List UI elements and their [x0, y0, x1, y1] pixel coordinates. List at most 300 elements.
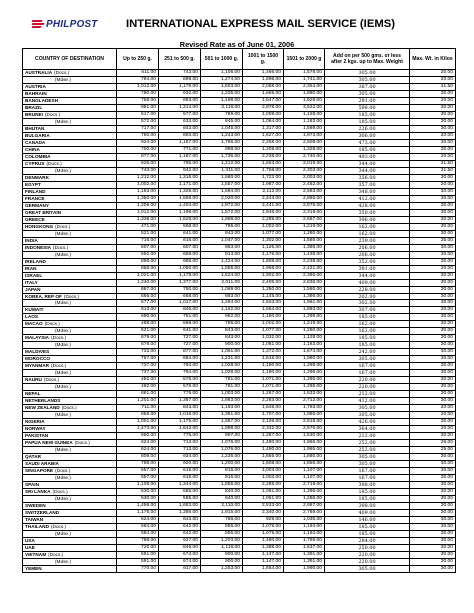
rate-251-500-cell: 934.00 — [159, 454, 201, 461]
country-cell — [23, 475, 117, 482]
rate-501-1000-cell: 997.00 — [201, 433, 243, 440]
max-weight-cell: 31.50 — [410, 160, 456, 167]
rate-501-1000-cell: 1,888.00 — [201, 216, 243, 223]
rate-1501-2000-cell: 1,928.00 — [284, 97, 325, 104]
rate-up-to-250-cell: 611.00 — [117, 70, 159, 77]
page-title: INTERNATIONAL EXPRESS MAIL SERVICE (IEMS) — [126, 18, 396, 30]
rate-1501-2000-cell: 2,865.00 — [284, 195, 325, 202]
rate-up-to-250-cell: 858.00 — [117, 265, 159, 272]
country-name: INDONESIA — [25, 244, 52, 250]
add-on-rate-cell: 398.00 — [325, 482, 410, 489]
rate-1501-2000-cell: 2,003.00 — [284, 174, 325, 181]
add-on-rate-cell: 473.00 — [325, 139, 410, 146]
max-weight-cell: 30.00 — [410, 314, 456, 321]
country-cell — [23, 530, 117, 537]
rate-501-1000-cell: 1,061.00 — [201, 349, 243, 356]
country-cell — [23, 265, 117, 272]
max-weight-cell: 30.00 — [410, 321, 456, 328]
country-name: SINGAPORE — [25, 468, 54, 474]
add-on-rate-cell: 350.00 — [325, 209, 410, 216]
table-row — [23, 286, 456, 293]
max-weight-cell: 30.00 — [410, 111, 456, 118]
shipment-type: (Mdse.) — [55, 167, 71, 173]
rate-251-500-cell: 917.00 — [159, 565, 201, 572]
max-weight-cell: 30.00 — [410, 510, 456, 517]
rate-up-to-250-cell: 767.00 — [117, 356, 159, 363]
country-name: COLOMBIA — [25, 153, 51, 159]
country-cell — [23, 461, 117, 468]
rate-1501-2000-cell: 2,319.00 — [284, 209, 325, 216]
rate-501-1000-cell: 1,106.00 — [201, 70, 243, 77]
country-name: ISRAEL — [25, 272, 43, 278]
table-row — [23, 475, 456, 482]
table-row — [23, 482, 456, 489]
max-weight-cell: 30.00 — [410, 433, 456, 440]
country-cell — [23, 153, 117, 160]
rate-up-to-250-cell: 690.00 — [117, 314, 159, 321]
rate-251-500-cell: 1,316.00 — [159, 174, 201, 181]
max-weight-cell: 30.00 — [410, 300, 456, 307]
rate-up-to-250-cell: 584.00 — [117, 530, 159, 537]
rate-251-500-cell: 585.00 — [159, 496, 201, 503]
add-on-rate-cell: 167.00 — [325, 475, 410, 482]
shipment-type: (Mdse.) — [55, 412, 71, 418]
shipment-type: (Mdse.) — [55, 447, 71, 453]
rate-501-1000-cell: 1,069.00 — [201, 286, 243, 293]
table-row — [23, 468, 456, 475]
country-name: YEMEN — [25, 565, 42, 571]
add-on-rate-cell: 291.00 — [325, 97, 410, 104]
add-on-rate-cell: 305.00 — [325, 565, 410, 572]
table-row — [23, 426, 456, 433]
country-name: GERMANY — [25, 202, 49, 208]
rate-501-1000-cell: 855.00 — [201, 523, 243, 530]
rate-1501-2000-cell: 2,875.00 — [284, 202, 325, 209]
add-on-rate-cell: 146.00 — [325, 517, 410, 524]
rate-up-to-250-cell: 468.00 — [117, 321, 159, 328]
rate-1501-2000-cell: 1,299.00 — [284, 314, 325, 321]
page-subtitle: Revised Rate as of June 01, 2006 — [179, 40, 295, 49]
shipment-type: (Docs.) — [50, 523, 67, 529]
country-cell — [23, 426, 117, 433]
rate-251-500-cell: 713.00 — [159, 447, 201, 454]
country-cell — [23, 139, 117, 146]
country-cell — [23, 251, 117, 258]
rate-up-to-250-cell: 1,498.00 — [117, 503, 159, 510]
rate-1001-1500-cell: 1,553.00 — [243, 160, 284, 167]
rate-251-500-cell: 1,529.00 — [159, 216, 201, 223]
rate-1001-1500-cell: 1,061.00 — [243, 489, 284, 496]
country-name: FINLAND — [25, 188, 46, 194]
rate-1001-1500-cell: 1,665.00 — [243, 90, 284, 97]
country-cell — [23, 551, 117, 558]
rate-251-500-cell: 641.00 — [159, 230, 201, 237]
rate-501-1000-cell: 1,162.00 — [201, 307, 243, 314]
country-name: PAKISTAN — [25, 433, 49, 439]
max-weight-cell: 25.00 — [410, 440, 456, 447]
country-cell — [23, 209, 117, 216]
rate-501-1000-cell: 1,972.00 — [201, 202, 243, 209]
shipment-type: (Docs.) — [74, 440, 90, 446]
max-weight-cell: 30.00 — [410, 279, 456, 286]
rate-501-1000-cell: 1,998.00 — [201, 426, 243, 433]
add-on-rate-cell: 206.00 — [325, 251, 410, 258]
rate-up-to-250-cell: 1,350.00 — [117, 195, 159, 202]
table-row — [23, 523, 456, 530]
rate-501-1000-cell: 1,766.00 — [201, 139, 243, 146]
add-on-rate-cell: 364.00 — [325, 426, 410, 433]
shipment-type: (Docs.) — [44, 321, 60, 327]
add-on-rate-cell: 398.00 — [325, 503, 410, 510]
max-weight-cell: 31.50 — [410, 83, 456, 90]
country-name: CANADA — [25, 139, 46, 145]
rate-up-to-250-cell: 700.00 — [117, 146, 159, 153]
rate-501-1000-cell: 1,200.00 — [201, 461, 243, 468]
rate-1001-1500-cell: 1,388.00 — [243, 544, 284, 551]
max-weight-cell: 30.00 — [410, 174, 456, 181]
country-cell — [23, 440, 117, 447]
add-on-rate-cell: 348.00 — [325, 188, 410, 195]
add-on-rate-cell: 344.00 — [325, 160, 410, 167]
document-header — [18, 16, 458, 38]
country-name: INDIA — [25, 237, 38, 243]
rate-1501-2000-cell: 1,194.00 — [284, 530, 325, 537]
max-weight-cell: 30.00 — [410, 139, 456, 146]
table-row — [23, 447, 456, 454]
max-weight-cell: 30.00 — [410, 335, 456, 342]
rate-up-to-250-cell: 788.00 — [117, 537, 159, 544]
rate-1001-1500-cell: 1,596.00 — [243, 76, 284, 83]
rate-1501-2000-cell: 2,957.00 — [284, 503, 325, 510]
rate-1001-1500-cell: 1,480.00 — [243, 537, 284, 544]
rate-1001-1500-cell: 1,267.00 — [243, 433, 284, 440]
rate-up-to-250-cell: 577.00 — [117, 300, 159, 307]
table-row — [23, 363, 456, 370]
country-name: SAUDI ARABIA — [25, 461, 59, 467]
rate-501-1000-cell: 893.00 — [201, 293, 243, 300]
table-row — [23, 321, 456, 328]
rate-251-500-cell: 1,179.00 — [159, 83, 201, 90]
max-weight-cell: 30.00 — [410, 146, 456, 153]
rate-1001-1500-cell: 1,064.00 — [243, 118, 284, 125]
rate-251-500-cell: 843.00 — [159, 405, 201, 412]
country-cell — [23, 118, 117, 125]
table-row — [23, 565, 456, 572]
max-weight-cell: 30.00 — [410, 475, 456, 482]
shipment-type: (Docs.) — [55, 468, 71, 474]
rate-1501-2000-cell: 1,741.00 — [284, 76, 325, 83]
rate-251-500-cell: 727.00 — [159, 335, 201, 342]
max-weight-cell: 30.00 — [410, 454, 456, 461]
table-row — [23, 398, 456, 405]
shipment-type: (Docs.) — [48, 551, 64, 557]
add-on-rate-cell: 493.00 — [325, 153, 410, 160]
rate-1001-1500-cell: 1,081.00 — [243, 342, 284, 349]
max-weight-cell: 30.00 — [410, 230, 456, 237]
max-weight-cell: 30.00 — [410, 188, 456, 195]
shipment-type: (Mdse.) — [55, 496, 71, 502]
rate-1001-1500-cell: 1,987.00 — [243, 181, 284, 188]
add-on-rate-cell: 305.00 — [325, 405, 410, 412]
country-name: AUSTRIA — [25, 83, 46, 89]
rate-1001-1500-cell: 1,003.00 — [243, 468, 284, 475]
country-name: LAOS — [25, 314, 39, 320]
rate-1001-1500-cell: 929.00 — [243, 517, 284, 524]
country-name: THAILAND — [25, 523, 49, 529]
max-weight-cell: 30.00 — [410, 398, 456, 405]
rate-251-500-cell: 643.00 — [159, 517, 201, 524]
country-cell — [23, 188, 117, 195]
max-weight-cell: 30.00 — [410, 544, 456, 551]
header-1501-2000: 1501 to 2000 g — [284, 49, 325, 70]
country-name: CYPRUS — [25, 160, 45, 166]
rate-251-500-cell: 674.00 — [159, 558, 201, 565]
rate-1001-1500-cell: 1,722.00 — [243, 174, 284, 181]
table-row — [23, 356, 456, 363]
rate-251-500-cell: 1,050.00 — [159, 265, 201, 272]
country-name: NORWAY — [25, 426, 46, 432]
country-name: VIETNAM — [25, 551, 47, 557]
max-weight-cell: 20.00 — [410, 405, 456, 412]
rate-501-1000-cell: 1,203.00 — [201, 537, 243, 544]
shipment-type: (Docs.) — [52, 489, 68, 495]
country-cell — [23, 293, 117, 300]
table-row — [23, 544, 456, 551]
country-name: MYANMAR — [25, 363, 50, 369]
max-weight-cell: 30.00 — [410, 223, 456, 230]
header-251-500: 251 to 500 g. — [159, 49, 201, 70]
country-name: SPAIN — [25, 482, 39, 488]
rate-251-500-cell: 576.00 — [159, 384, 201, 391]
max-weight-cell: 25.00 — [410, 447, 456, 454]
country-name: BRAZIL — [25, 104, 43, 110]
max-weight-cell: 30.00 — [410, 328, 456, 335]
rate-501-1000-cell: 1,235.00 — [201, 454, 243, 461]
rate-501-1000-cell: 840.00 — [201, 496, 243, 503]
add-on-rate-cell: 167.00 — [325, 370, 410, 377]
table-header-row — [23, 49, 456, 70]
rate-up-to-250-cell: 591.00 — [117, 558, 159, 565]
rate-up-to-250-cell: 1,240.00 — [117, 279, 159, 286]
philpost-logo-icon — [32, 19, 44, 29]
rate-251-500-cell: 576.00 — [159, 377, 201, 384]
table-row — [23, 496, 456, 503]
add-on-rate-cell: 305.00 — [325, 76, 410, 83]
country-cell — [23, 90, 117, 97]
rate-501-1000-cell: 785.00 — [201, 223, 243, 230]
table-row — [23, 111, 456, 118]
max-weight-cell: 31.50 — [410, 167, 456, 174]
country-cell — [23, 496, 117, 503]
rate-501-1000-cell: 900.00 — [201, 551, 243, 558]
rate-1001-1500-cell: 1,009.00 — [243, 111, 284, 118]
rate-1001-1500-cell: 1,071.00 — [243, 384, 284, 391]
rate-table-body — [23, 70, 456, 573]
country-name: BRUNEI — [25, 111, 43, 117]
max-weight-cell: 30.00 — [410, 293, 456, 300]
rate-251-500-cell: 995.00 — [159, 258, 201, 265]
max-weight-cell: 30.00 — [410, 565, 456, 572]
rate-up-to-250-cell: 557.00 — [117, 475, 159, 482]
table-row — [23, 146, 456, 153]
rate-1001-1500-cell: 2,258.00 — [243, 139, 284, 146]
table-row — [23, 188, 456, 195]
shipment-type: (Mdse.) — [55, 230, 71, 236]
rate-251-500-cell: 877.00 — [159, 349, 201, 356]
country-cell — [23, 468, 117, 475]
country-cell — [23, 314, 117, 321]
rate-501-1000-cell: 815.00 — [201, 468, 243, 475]
rate-up-to-250-cell: 737.00 — [117, 363, 159, 370]
rate-501-1000-cell: 1,274.00 — [201, 76, 243, 83]
table-row — [23, 279, 456, 286]
rate-1001-1500-cell: 1,077.00 — [243, 230, 284, 237]
table-row — [23, 293, 456, 300]
shipment-type: (Mdse.) — [55, 300, 71, 306]
rate-table-wrapper — [22, 48, 455, 573]
table-row — [23, 307, 456, 314]
shipment-type: (Mdse.) — [55, 384, 71, 390]
rate-251-500-cell: 771.00 — [159, 146, 201, 153]
table-row — [23, 132, 456, 139]
rate-1001-1500-cell: 2,289.00 — [243, 216, 284, 223]
country-cell — [23, 384, 117, 391]
rate-501-1000-cell: 1,572.00 — [201, 209, 243, 216]
country-cell — [23, 230, 117, 237]
rate-up-to-250-cell: 1,012.00 — [117, 209, 159, 216]
rate-501-1000-cell: 781.00 — [201, 377, 243, 384]
add-on-rate-cell: 412.00 — [325, 195, 410, 202]
add-on-rate-cell: 305.00 — [325, 461, 410, 468]
rate-501-1000-cell: 1,198.00 — [201, 97, 243, 104]
rate-up-to-250-cell: 858.00 — [117, 412, 159, 419]
country-cell — [23, 377, 117, 384]
rate-1501-2000-cell: 1,986.00 — [284, 412, 325, 419]
rate-1501-2000-cell: 1,194.00 — [284, 523, 325, 530]
country-cell — [23, 391, 117, 398]
add-on-rate-cell: 220.00 — [325, 377, 410, 384]
max-weight-cell: 30.00 — [410, 482, 456, 489]
country-name: MOROCCO — [25, 356, 50, 362]
rate-1001-1500-cell: 2,978.00 — [243, 104, 284, 111]
rate-up-to-250-cell: 679.00 — [117, 335, 159, 342]
shipment-type: (Docs.) — [53, 244, 69, 250]
rate-up-to-250-cell: 737.00 — [117, 370, 159, 377]
rate-1501-2000-cell: 1,035.00 — [284, 517, 325, 524]
max-weight-cell: 30.00 — [410, 468, 456, 475]
table-row — [23, 139, 456, 146]
rate-up-to-250-cell: 924.00 — [117, 139, 159, 146]
rate-251-500-cell: 1,016.00 — [159, 412, 201, 419]
country-name: SRI LANKA — [25, 489, 51, 495]
rate-251-500-cell: 1,404.00 — [159, 202, 201, 209]
rate-1501-2000-cell: 1,755.00 — [284, 537, 325, 544]
max-weight-cell: 30.00 — [410, 356, 456, 363]
table-row — [23, 104, 456, 111]
table-row — [23, 244, 456, 251]
rate-251-500-cell: 751.00 — [159, 314, 201, 321]
shipment-type: (Docs.) — [51, 363, 67, 369]
country-name: USA — [25, 537, 35, 543]
country-name: EGYPT — [25, 181, 41, 187]
max-weight-cell: 30.00 — [410, 104, 456, 111]
add-on-rate-cell: 185.00 — [325, 118, 410, 125]
rate-1001-1500-cell: 1,564.00 — [243, 307, 284, 314]
rate-251-500-cell: 642.00 — [159, 530, 201, 537]
add-on-rate-cell: 162.00 — [325, 230, 410, 237]
country-cell — [23, 489, 117, 496]
rate-1501-2000-cell: 1,533.00 — [284, 391, 325, 398]
rate-251-500-cell: 1,167.00 — [159, 139, 201, 146]
rate-1501-2000-cell: 2,421.00 — [284, 265, 325, 272]
rate-up-to-250-cell: 1,473.00 — [117, 426, 159, 433]
rate-1501-2000-cell: 1,328.00 — [284, 146, 325, 153]
rate-1001-1500-cell: 1,665.00 — [243, 454, 284, 461]
rate-501-1000-cell: 1,028.00 — [201, 370, 243, 377]
table-row — [23, 370, 456, 377]
max-weight-cell: 30.00 — [410, 195, 456, 202]
rate-251-500-cell: 816.00 — [159, 237, 201, 244]
shipment-type: (Docs.) — [63, 293, 80, 299]
rate-1501-2000-cell: 2,719.00 — [284, 482, 325, 489]
add-on-rate-cell: 305.00 — [325, 356, 410, 363]
rate-1501-2000-cell: 1,674.00 — [284, 349, 325, 356]
rate-1001-1500-cell: 1,075.00 — [243, 530, 284, 537]
country-cell — [23, 523, 117, 530]
rate-1501-2000-cell: 1,286.00 — [284, 496, 325, 503]
add-on-rate-cell: 352.00 — [325, 258, 410, 265]
rate-501-1000-cell: 863.00 — [201, 244, 243, 251]
max-weight-cell: 30.00 — [410, 503, 456, 510]
country-name: ITALY — [25, 279, 38, 285]
rate-1501-2000-cell: 1,589.00 — [284, 125, 325, 132]
rate-up-to-250-cell: 784.00 — [117, 76, 159, 83]
rate-up-to-250-cell: 1,012.00 — [117, 83, 159, 90]
max-weight-cell: 30.00 — [410, 551, 456, 558]
country-name: UAE — [25, 544, 35, 550]
rate-251-500-cell: 893.00 — [159, 97, 201, 104]
max-weight-cell: 30.00 — [410, 530, 456, 537]
rate-1001-1500-cell: 1,372.00 — [243, 349, 284, 356]
add-on-rate-cell: 220.00 — [325, 558, 410, 565]
add-on-rate-cell: 356.00 — [325, 174, 410, 181]
rate-up-to-250-cell: 1,163.00 — [117, 188, 159, 195]
add-on-rate-cell: 598.00 — [325, 104, 410, 111]
rate-1001-1500-cell: 1,490.00 — [243, 440, 284, 447]
rate-251-500-cell: 1,187.00 — [159, 153, 201, 160]
rate-1001-1500-cell: 1,758.00 — [243, 167, 284, 174]
rate-up-to-250-cell: 625.00 — [117, 160, 159, 167]
rate-501-1000-cell: 815.00 — [201, 475, 243, 482]
country-cell — [23, 279, 117, 286]
rate-251-500-cell: 585.00 — [159, 489, 201, 496]
rate-251-500-cell: 1,199.00 — [159, 209, 201, 216]
table-row — [23, 454, 456, 461]
table-row — [23, 125, 456, 132]
rate-1501-2000-cell: 2,712.00 — [284, 398, 325, 405]
rate-up-to-250-cell: 471.00 — [117, 223, 159, 230]
country-cell — [23, 125, 117, 132]
rate-251-500-cell: 1,683.00 — [159, 503, 201, 510]
rate-1001-1500-cell: 2,112.00 — [243, 188, 284, 195]
rate-501-1000-cell: 2,116.00 — [201, 104, 243, 111]
rate-1501-2000-cell: 1,965.00 — [284, 440, 325, 447]
rate-501-1000-cell: 1,003.00 — [201, 391, 243, 398]
rate-1501-2000-cell: 1,990.00 — [284, 565, 325, 572]
rate-up-to-250-cell: 624.00 — [117, 517, 159, 524]
country-cell — [23, 237, 117, 244]
rate-1001-1500-cell: 1,145.00 — [243, 293, 284, 300]
